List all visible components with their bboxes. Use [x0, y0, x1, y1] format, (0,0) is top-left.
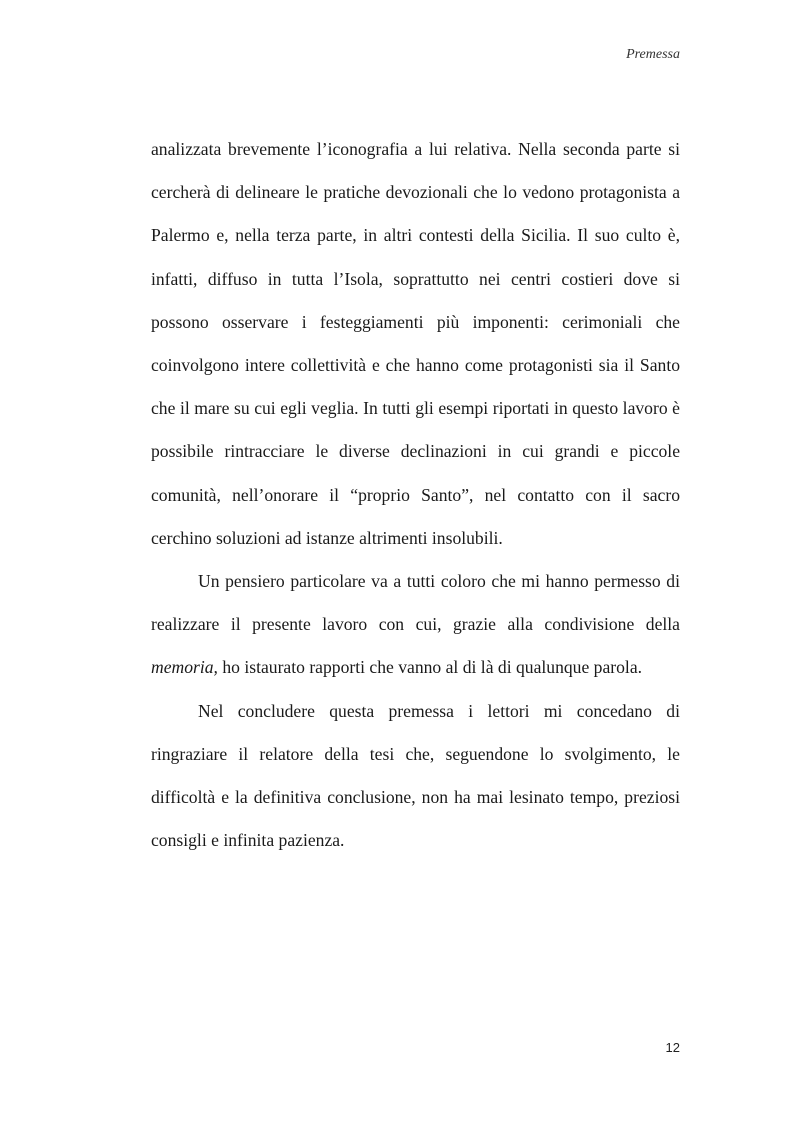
paragraph-3: Nel concludere questa premessa i lettori mi concedano di ringraziare il relatore della tesi che, seguendone lo svolgimento, le difficoltà e la definitiva conclusione, non ha mai lesinato tempo, preziosi consigli e infinita pazienza. — [151, 700, 680, 851]
paragraph-1: analizzata brevemente l’iconografia a lui relativa. Nella seconda parte si cercherà di delineare le pratiche devozionali che lo vedono protagonista a Palermo e, nella terza parte, in altri contesti della Sicilia. Il suo culto è, infatti, diffuso in tutta l’Isola, soprattutto nei centri costieri dove si possono osservare i festeggiamenti più imponenti: cerimoniali che coinvolgono intere collettività e che hanno come protagonisti sia il Santo che il mare su cui egli veglia. In tutti gli esempi riportati in questo lavoro è possibile rintracciare le diverse declinazioni in cui grandi e piccole comunità, nell’onorare il “proprio Santo”, nel contatto con il sacro cerchino soluzioni ad istanze altrimenti insolubili. — [151, 139, 680, 548]
paragraph-2-end: ho istaurato rapporti che vanno al di là di qualunque parola. — [217, 657, 643, 678]
main-text — [151, 128, 680, 862]
running-header: Premessa — [626, 47, 680, 62]
page-number: 12 — [665, 1040, 680, 1055]
paragraph-2-start: Un pensiero particolare va a tutti coloro che mi hanno permesso di realizzare il presente lavoro con cui, grazie alla condivisione della — [151, 571, 680, 635]
paragraph-2 — [151, 560, 680, 690]
italic-term-memoria: memoria, — [151, 657, 218, 678]
